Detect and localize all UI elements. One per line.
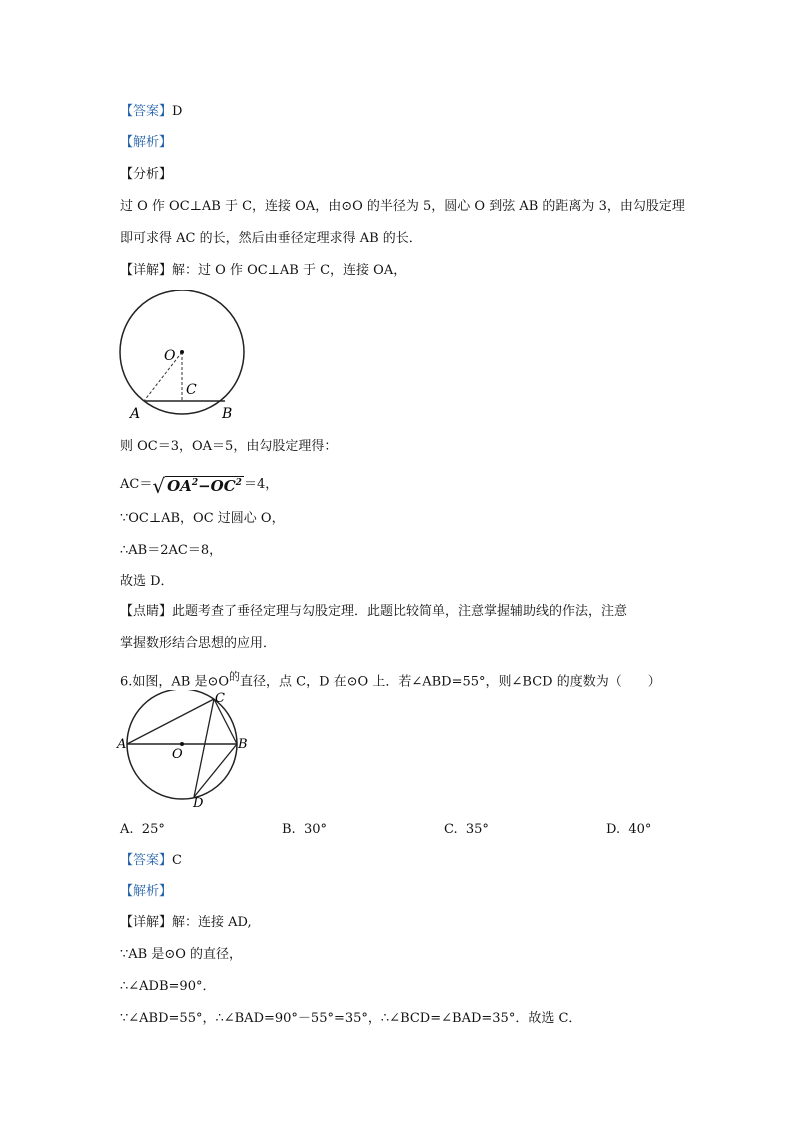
q6-label-d: D — [193, 796, 204, 808]
q6-option-b-letter: B. — [282, 822, 296, 837]
q6-detail-line — [120, 914, 252, 932]
q5-step2-prefix: AC＝ — [120, 477, 153, 492]
q5-rad-exp1: 2 — [191, 478, 199, 488]
q6-step1: ∵AB 是⊙O 的直径， — [120, 947, 243, 962]
q5-fenxi-line2: 即可求得 AC 的长，然后由垂径定理求得 AB 的长． — [120, 231, 422, 246]
q6-answer-value: C — [172, 853, 182, 868]
q6-option-d — [606, 822, 651, 837]
q6-option-a-letter: A. — [120, 822, 134, 837]
q5-step3: ∵OC⊥AB，OC 过圆心 O， — [120, 511, 285, 526]
q6-option-d-letter: D. — [606, 822, 621, 837]
q5-dianjing-line2: 掌握数形结合思想的应用． — [120, 636, 277, 651]
q6-option-a — [120, 822, 165, 837]
q6-chord-cd — [194, 699, 214, 797]
q6-option-a-value: 25° — [141, 822, 165, 837]
q6-answer-line — [120, 852, 182, 870]
q6-detail-text: 解：连接 AD, — [172, 915, 252, 930]
q6-option-c-value: 35° — [465, 822, 489, 837]
sqrt-sign-icon: √ — [152, 474, 166, 498]
q6-label-c: C — [215, 691, 225, 706]
q5-label-a: A — [130, 406, 141, 422]
q6-option-b-value: 30° — [303, 822, 327, 837]
q5-label-c: C — [186, 382, 197, 398]
q6-label-o: O — [172, 747, 183, 762]
q5-step4: ∴AB＝2AC＝8， — [120, 543, 223, 558]
q6-center-dot — [180, 742, 184, 746]
q5-rad-term-a: OA — [167, 477, 192, 495]
q5-answer-value: D — [172, 104, 183, 119]
q6-step2: ∴∠ADB=90°． — [120, 979, 216, 994]
q5-analysis-tag: 【解析】 — [120, 135, 173, 150]
q6-option-c-letter: C. — [444, 822, 458, 837]
q6-option-d-value: 40° — [628, 822, 652, 837]
q5-sqrt-expression — [152, 474, 244, 498]
q6-option-b — [282, 822, 327, 837]
q6-answer-tag: 【答案】 — [120, 853, 173, 868]
q5-step1: 则 OC＝3，OA＝5，由勾股定理得： — [120, 439, 338, 454]
q5-rad-minus: − — [198, 477, 211, 495]
q5-dianjing-tag: 【点睛】 — [120, 604, 173, 619]
q5-detail-line — [120, 262, 406, 280]
q6-circle-figure — [115, 690, 255, 808]
q6-detail-tag: 【详解】 — [120, 915, 173, 930]
q6-question — [120, 668, 661, 691]
q5-label-b: B — [222, 406, 233, 422]
q5-radicand — [165, 476, 244, 495]
q6-chord-ac — [127, 699, 214, 744]
q5-detail-tag: 【详解】 — [120, 263, 173, 278]
q5-fenxi-tag: 【分析】 — [120, 167, 173, 182]
q6-question-sup: 的 — [229, 670, 241, 683]
q5-answer-tag: 【答案】 — [120, 104, 173, 119]
q5-step2 — [120, 474, 279, 498]
q5-rad-term-b: OC — [210, 477, 236, 495]
q6-analysis-tag: 【解析】 — [120, 884, 173, 899]
q5-step2-suffix: ＝4， — [243, 477, 279, 492]
q5-dashed-oa — [144, 352, 182, 401]
q6-question-a: 6.如图，AB 是⊙O — [120, 674, 230, 690]
q6-question-b: 直径，点 C，D 在⊙O 上．若∠ABD=55°，则∠BCD 的度数为（ ） — [240, 674, 661, 690]
q5-step5: 故选 D． — [120, 574, 174, 589]
q5-detail-text: 解：过 O 作 OC⊥AB 于 C，连接 OA， — [172, 263, 407, 278]
q5-answer-line — [120, 103, 182, 121]
q6-step3: ∵∠ABD=55°，∴∠BAD=90°－55°=35°，∴∠BCD=∠BAD=35°．故选 C． — [120, 1011, 582, 1026]
q5-dianjing-line1 — [120, 603, 627, 621]
q6-label-b: B — [238, 737, 248, 752]
q5-center-dot — [180, 350, 184, 354]
q5-rad-exp2: 2 — [235, 478, 242, 488]
q6-label-a: A — [117, 737, 127, 752]
q5-dianjing-text1: 此题考查了垂径定理与勾股定理．此题比较简单，注意掌握辅助线的作法，注意 — [172, 604, 628, 619]
q5-label-o: O — [164, 348, 176, 364]
q5-circle-figure — [112, 290, 257, 422]
q6-option-c — [444, 822, 489, 837]
q5-fenxi-line1: 过 O 作 OC⊥AB 于 C，连接 OA，由⊙O 的半径为 5，圆心 O 到弦 AB 的距离为 3，由勾股定理 — [120, 199, 685, 214]
